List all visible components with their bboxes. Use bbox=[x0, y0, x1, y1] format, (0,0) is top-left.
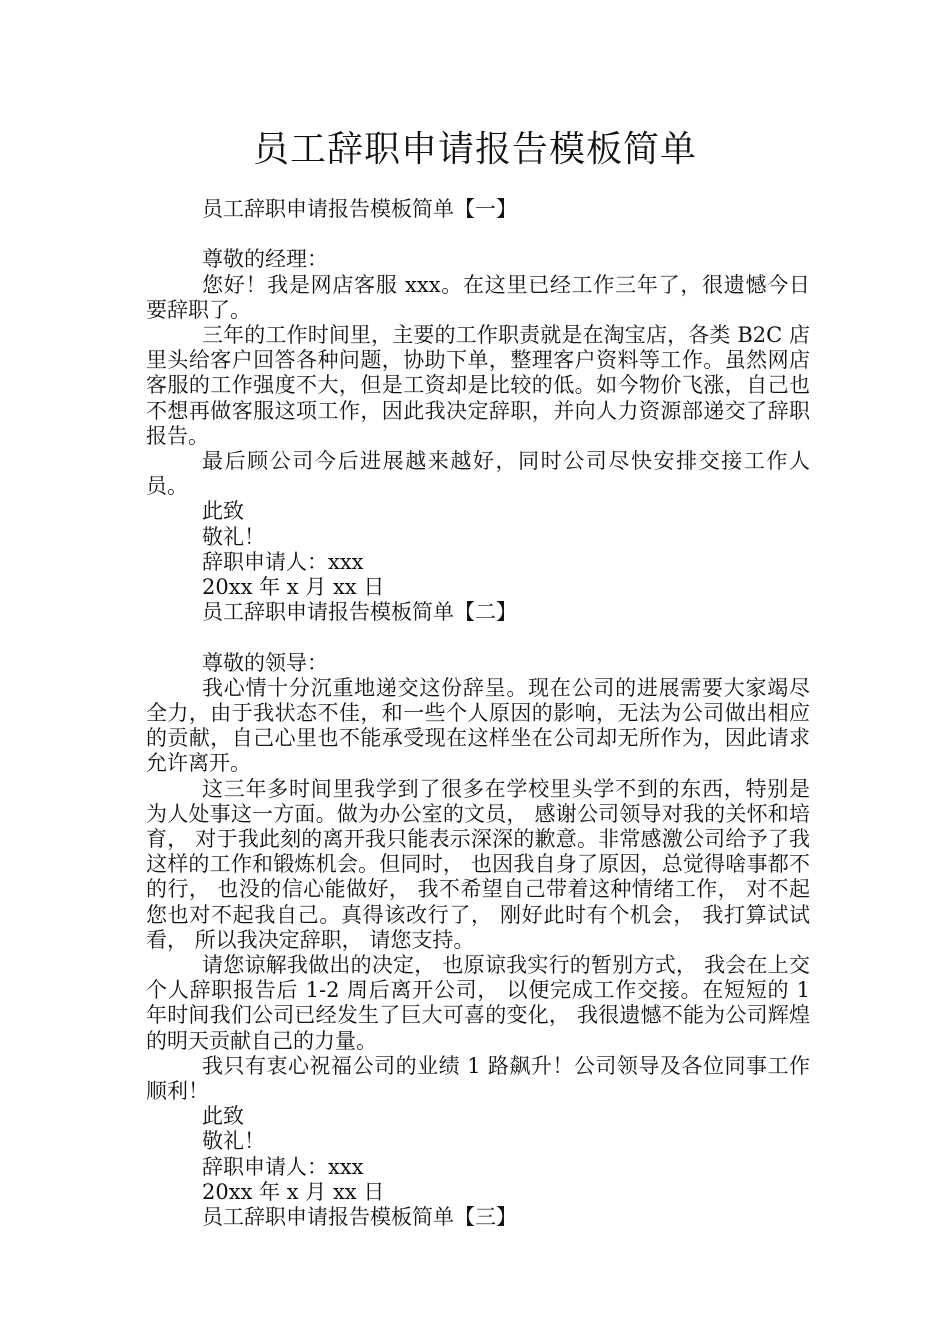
closing-line: 此致 bbox=[202, 1104, 244, 1129]
spacer bbox=[146, 625, 810, 650]
paragraph: 您好！我是网店客服 xxx。在这里已经工作三年了，很遗憾今日要辞职了。 bbox=[146, 272, 810, 322]
spacer bbox=[146, 222, 810, 247]
section-heading: 员工辞职申请报告模板简单【一】 bbox=[202, 197, 517, 221]
paragraph: 我心情十分沉重地递交这份辞呈。现在公司的进展需要大家竭尽全力，由于我状态不佳，和一些个人原因的影响，无法为公司做出相应的贡献，自己心里也不能承受现在这样坐在公司却无所作为，因此请求允许离开。 bbox=[146, 675, 810, 776]
paragraph: 三年的工作时间里，主要的工作职责就是在淘宝店，各类 B2C 店里头给客户回答各种问题，协助下单，整理客户资料等工作。虽然网店客服的工作强度不大，但是工资却是比较的低。如今物价飞涨，自己也不想再做客服这项工作，因此我决定辞职，并向人力资源部递交了辞职报告。 bbox=[146, 323, 810, 448]
section-heading: 员工辞职申请报告模板简单【三】 bbox=[202, 1205, 517, 1230]
paragraph: 我只有衷心祝福公司的业绩 1 路飙升！公司领导及各位同事工作顺利！ bbox=[146, 1053, 810, 1104]
closing-line: 敬礼！ bbox=[202, 524, 265, 549]
closing-line: 此致 bbox=[202, 499, 244, 524]
paragraph: 最后顾公司今后进展越来越好，同时公司尽快安排交接工作人员。 bbox=[146, 449, 810, 499]
section-heading: 员工辞职申请报告模板简单【二】 bbox=[202, 600, 517, 625]
document-body bbox=[146, 197, 810, 1230]
document-title: 员工辞职申请报告模板简单 bbox=[252, 129, 697, 170]
paragraph: 这三年多时间里我学到了很多在学校里头学不到的东西，特别是为人处事这一方面。做为办公室的文员， 感谢公司领导对我的关怀和培育， 对于我此刻的离开我只能表示深深的歉意。非常感激公司给予了我这样的工作和锻炼机会。但同时， 也因我自身了原因，总觉得啥事都不的行， 也没的信心能做好， 我不希望自己带着这种情绪工作， 对不起您也对不起我自己。真得该改行了， 刚好此时有个机会， 我打算试试看， 所以我决定辞职， 请您支持。 bbox=[146, 776, 810, 952]
signature-line: 辞职申请人：xxx bbox=[202, 549, 364, 574]
signature-line: 辞职申请人：xxx bbox=[202, 1154, 364, 1179]
closing-line: 敬礼！ bbox=[202, 1129, 265, 1154]
date-line: 20xx 年 x 月 xx 日 bbox=[202, 575, 385, 600]
salutation: 尊敬的领导： bbox=[202, 650, 328, 675]
date-line: 20xx 年 x 月 xx 日 bbox=[202, 1179, 385, 1204]
paragraph: 请您谅解我做出的决定， 也原谅我实行的暂别方式， 我会在上交个人辞职报告后 1-2 周后离开公司， 以便完成工作交接。在短短的 1 年时间我们公司已经发生了巨大可喜的变化， 我很遗憾不能为公司辉煌的明天贡献自己的力量。 bbox=[146, 953, 810, 1053]
salutation: 尊敬的经理： bbox=[202, 247, 328, 272]
